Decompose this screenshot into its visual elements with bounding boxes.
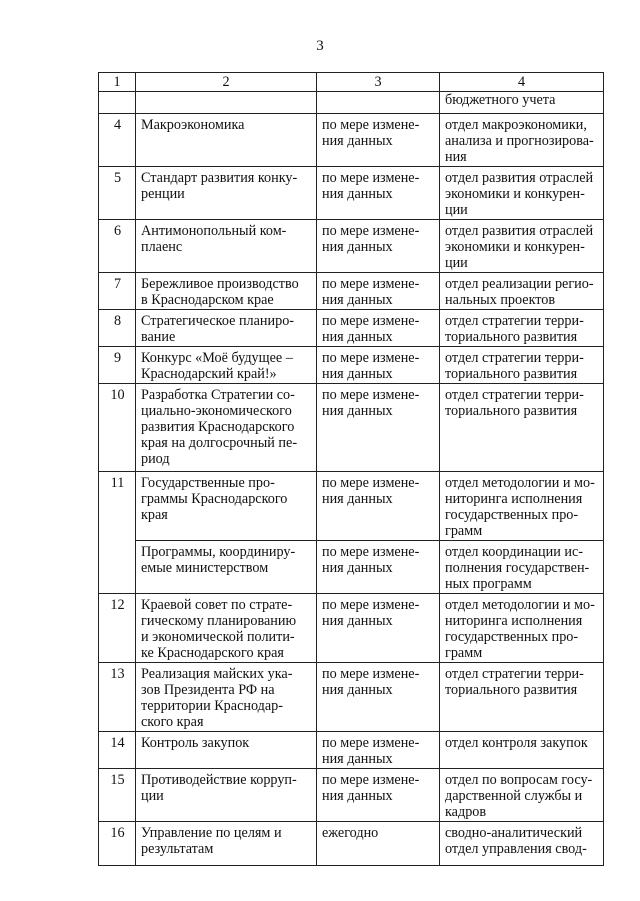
section-name: Краевой совет по страте- гическому планированию и экономической полити- ке Краснодарского края [136,594,317,663]
section-name: Макроэкономика [136,114,317,167]
table-row [99,732,604,769]
table-row [99,594,604,663]
update-frequency: по мере измене- ния данных [317,273,440,310]
table-row [99,541,604,594]
row-number: 13 [99,663,136,732]
responsible-department: бюджетного учета [440,92,604,114]
section-name: Реализация майских ука- зов Президента РФ на территории Краснодар- ского края [136,663,317,732]
update-frequency: по мере измене- ния данных [317,167,440,220]
row-number: 12 [99,594,136,663]
row-number: 5 [99,167,136,220]
table-row [99,472,604,541]
responsible-department: отдел контроля закупок [440,732,604,769]
responsible-department: отдел макроэкономики, анализа и прогнозирова- ния [440,114,604,167]
update-frequency: по мере измене- ния данных [317,220,440,273]
row-number: 8 [99,310,136,347]
section-name: Управление по целям и результатам [136,822,317,866]
table-row [99,167,604,220]
table-row [99,347,604,384]
responsible-department: отдел стратегии терри- ториального развития [440,663,604,732]
update-frequency [317,92,440,114]
update-frequency: по мере измене- ния данных [317,114,440,167]
table-row [99,92,604,114]
update-frequency: по мере измене- ния данных [317,663,440,732]
document-table [98,72,604,866]
row-number: 11 [99,472,136,594]
table-row [99,769,604,822]
responsible-department: отдел методологии и мо- ниторинга исполнения государственных про- грамм [440,594,604,663]
update-frequency: ежегодно [317,822,440,866]
table-row [99,273,604,310]
row-number: 14 [99,732,136,769]
responsible-department: отдел реализации регио- нальных проектов [440,273,604,310]
update-frequency: по мере измене- ния данных [317,732,440,769]
section-name: Бережливое производство в Краснодарском крае [136,273,317,310]
table-row [99,663,604,732]
row-number: 4 [99,114,136,167]
row-number: 7 [99,273,136,310]
responsible-department: отдел координации ис- полнения государствен- ных программ [440,541,604,594]
section-name: Стратегическое планиро- вание [136,310,317,347]
update-frequency: по мере измене- ния данных [317,594,440,663]
row-number: 15 [99,769,136,822]
row-number [99,92,136,114]
section-name: Конкурс «Моё будущее – Краснодарский край!» [136,347,317,384]
section-name: Государственные про- граммы Краснодарского края [136,472,317,541]
section-name: Разработка Стратегии со- циально-экономического развития Краснодарского края на долгосрочный пе- риод [136,384,317,472]
table-row [99,114,604,167]
responsible-department: отдел стратегии терри- ториального развития [440,384,604,472]
column-header: 1 [99,73,136,92]
responsible-department: отдел стратегии терри- ториального развития [440,310,604,347]
section-name: Программы, координиру- емые министерством [136,541,317,594]
update-frequency: по мере измене- ния данных [317,541,440,594]
responsible-department: отдел развития отраслей экономики и конкурен- ции [440,167,604,220]
update-frequency: по мере измене- ния данных [317,310,440,347]
section-name: Контроль закупок [136,732,317,769]
table-row [99,310,604,347]
responsible-department: отдел стратегии терри- ториального развития [440,347,604,384]
row-number: 16 [99,822,136,866]
update-frequency: по мере измене- ния данных [317,769,440,822]
section-name [136,92,317,114]
table-row [99,220,604,273]
responsible-department: отдел методологии и мо- ниторинга исполнения государственных про- грамм [440,472,604,541]
update-frequency: по мере измене- ния данных [317,384,440,472]
update-frequency: по мере измене- ния данных [317,347,440,384]
section-name: Противодействие корруп- ции [136,769,317,822]
column-header: 3 [317,73,440,92]
table-header-row [99,73,604,92]
responsible-department: отдел развития отраслей экономики и конкурен- ции [440,220,604,273]
update-frequency: по мере измене- ния данных [317,472,440,541]
table-row [99,822,604,866]
column-header: 2 [136,73,317,92]
column-header: 4 [440,73,604,92]
responsible-department: сводно-аналитический отдел управления свод- [440,822,604,866]
section-name: Антимонопольный ком- плаенс [136,220,317,273]
table-row [99,384,604,472]
row-number: 9 [99,347,136,384]
row-number: 10 [99,384,136,472]
responsible-department: отдел по вопросам госу- дарственной службы и кадров [440,769,604,822]
page-number: 3 [316,38,324,54]
section-name: Стандарт развития конку- ренции [136,167,317,220]
row-number: 6 [99,220,136,273]
